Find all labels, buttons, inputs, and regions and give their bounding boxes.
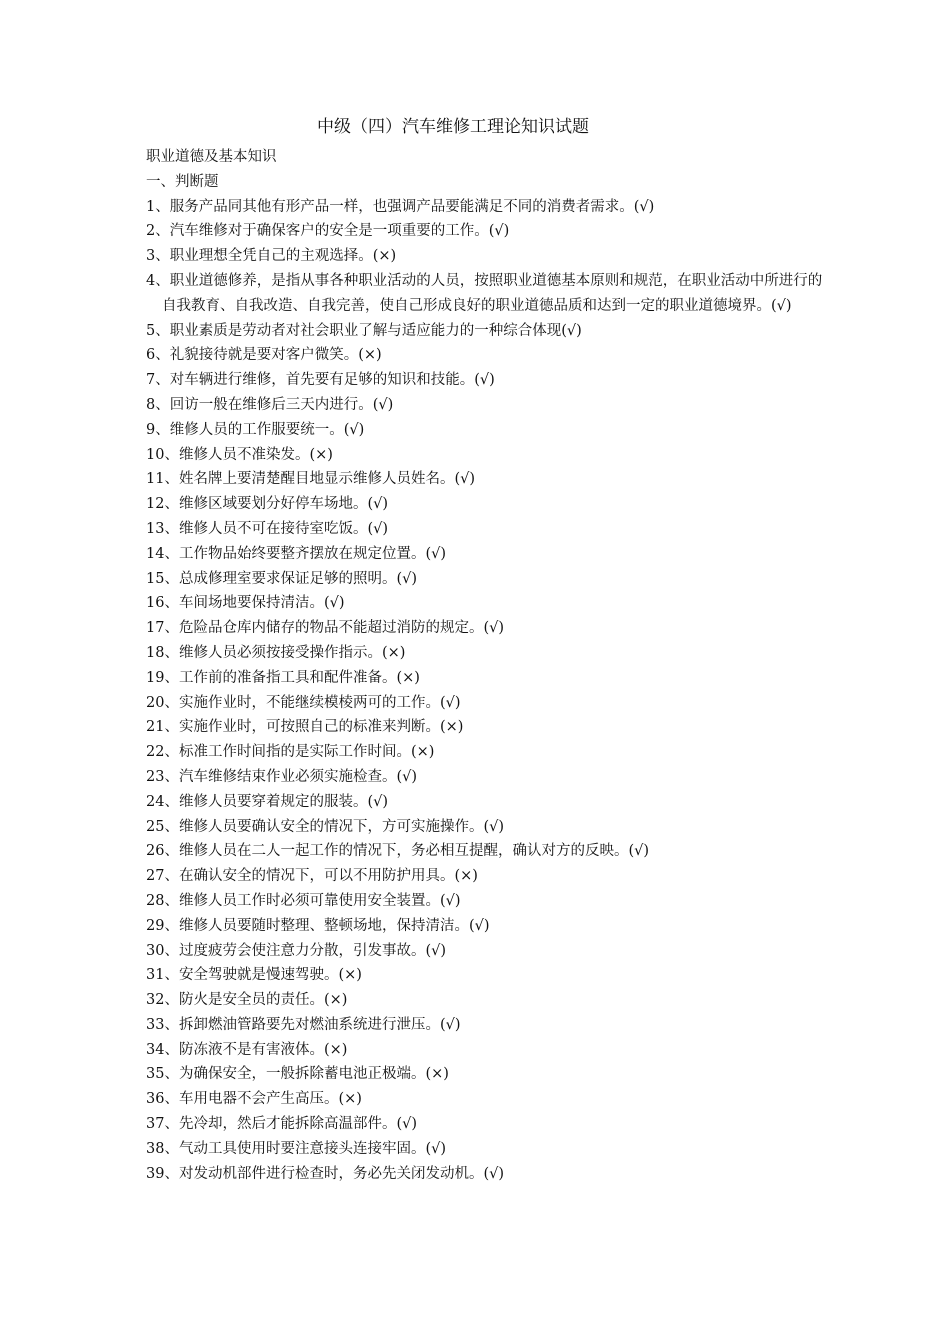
subsection-heading: 一、判断题 [146, 173, 219, 190]
question-item: 21、实施作业时，可按照自己的标准来判断。(×) [146, 719, 464, 736]
question-item: 9、维修人员的工作服要统一。(√) [146, 421, 365, 438]
question-item: 26、维修人员在二人一起工作的情况下，务必相互提醒，确认对方的反映。(√) [146, 843, 650, 860]
question-item: 6、礼貌接待就是要对客户微笑。(×) [146, 347, 382, 364]
question-item: 4、职业道德修养，是指从事各种职业活动的人员，按照职业道德基本原则和规范，在职业活动中所进行的自我教育、自我改造、自我完善，使自己形成良好的职业道德品质和达到一定的职业道德境界。(√) [146, 272, 823, 314]
question-item: 23、汽车维修结束作业必须实施检查。(√) [146, 768, 418, 785]
question-item: 33、拆卸燃油管路要先对燃油系统进行泄压。(√) [146, 1016, 461, 1033]
question-item: 27、在确认安全的情况下，可以不用防护用具。(×) [146, 868, 478, 885]
document-body [146, 145, 826, 1186]
question-item: 31、安全驾驶就是慢速驾驶。(×) [146, 967, 362, 984]
question-item: 36、车用电器不会产生高压。(×) [146, 1091, 362, 1108]
question-item: 17、危险品仓库内储存的物品不能超过消防的规定。(√) [146, 620, 505, 637]
question-item: 15、总成修理室要求保证足够的照明。(√) [146, 570, 418, 587]
section-heading: 职业道德及基本知识 [146, 149, 277, 165]
question-item: 37、先冷却，然后才能拆除高温部件。(√) [146, 1116, 418, 1133]
question-item: 7、对车辆进行维修，首先要有足够的知识和技能。(√) [146, 372, 495, 389]
question-item: 20、实施作业时，不能继续模棱两可的工作。(√) [146, 694, 461, 711]
question-item: 14、工作物品始终要整齐摆放在规定位置。(√) [146, 545, 447, 562]
question-item: 2、汽车维修对于确保客户的安全是一项重要的工作。(√) [146, 223, 510, 240]
question-item: 38、气动工具使用时要注意接头连接牢固。(√) [146, 1140, 447, 1157]
question-item: 5、职业素质是劳动者对社会职业了解与适应能力的一种综合体现(√) [146, 322, 582, 339]
question-item: 8、回访一般在维修后三天内进行。(√) [146, 396, 394, 413]
question-item: 29、维修人员要随时整理、整顿场地，保持清洁。(√) [146, 917, 490, 934]
question-item: 18、维修人员必须按接受操作指示。(×) [146, 644, 406, 661]
document-title: 中级（四）汽车维修工理论知识试题 [317, 117, 589, 137]
question-item: 12、维修区域要划分好停车场地。(√) [146, 496, 389, 513]
question-item: 35、为确保安全，一般拆除蓄电池正极端。(×) [146, 1066, 449, 1083]
question-item: 22、标准工作时间指的是实际工作时间。(×) [146, 744, 435, 761]
question-item: 3、职业理想全凭自己的主观选择。(×) [146, 248, 397, 265]
question-item: 16、车间场地要保持清洁。(√) [146, 595, 345, 612]
question-item: 25、维修人员要确认安全的情况下，方可实施操作。(√) [146, 818, 505, 835]
question-item: 11、姓名牌上要清楚醒目地显示维修人员姓名。(√) [146, 471, 476, 488]
question-item: 30、过度疲劳会使注意力分散，引发事故。(√) [146, 942, 447, 959]
question-list [146, 195, 826, 1187]
question-item: 1、服务产品同其他有形产品一样，也强调产品要能满足不同的消费者需求。(√) [146, 198, 655, 215]
question-item: 13、维修人员不可在接待室吃饭。(√) [146, 520, 389, 537]
question-item: 28、维修人员工作时必须可靠使用安全装置。(√) [146, 892, 461, 909]
question-item: 32、防火是安全员的责任。(×) [146, 992, 348, 1009]
question-item: 10、维修人员不准染发。(×) [146, 446, 333, 463]
question-item: 24、维修人员要穿着规定的服装。(√) [146, 793, 389, 810]
question-item: 34、防冻液不是有害液体。(×) [146, 1041, 348, 1058]
question-item: 19、工作前的准备指工具和配件准备。(×) [146, 669, 420, 686]
question-item: 39、对发动机部件进行检查时，务必先关闭发动机。(√) [146, 1165, 505, 1182]
